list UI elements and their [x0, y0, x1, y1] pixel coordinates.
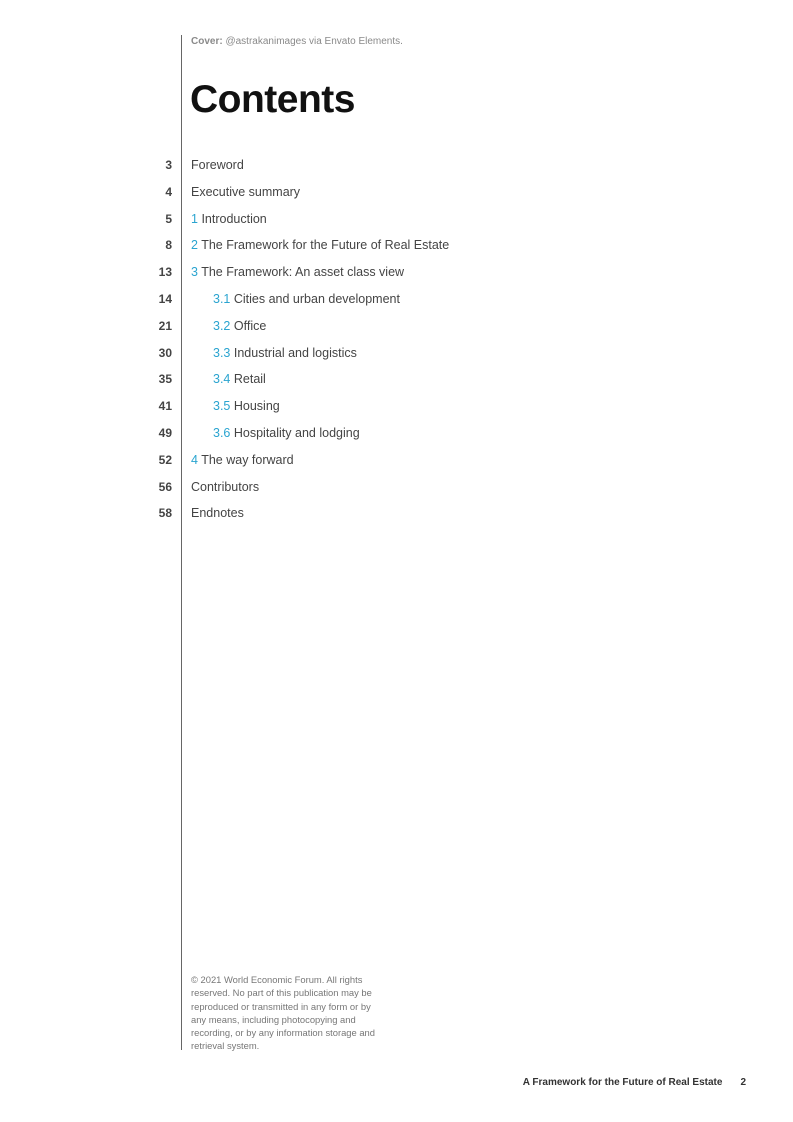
- toc-entry[interactable]: [0, 182, 793, 202]
- toc-entry-text: Foreword: [191, 158, 244, 172]
- toc-entry-label: [191, 182, 300, 202]
- footer-title: A Framework for the Future of Real Estate: [522, 1077, 723, 1088]
- page-title: Contents: [190, 78, 355, 121]
- toc-page-number: 30: [158, 345, 172, 360]
- toc-page-number: 4: [165, 184, 172, 199]
- toc-entry-label: [213, 423, 360, 443]
- toc-entry-label: [213, 343, 357, 363]
- page-footer: [523, 1077, 746, 1088]
- toc-page-number: 56: [158, 479, 172, 494]
- toc-entry-label: [191, 235, 449, 255]
- toc-entry[interactable]: [0, 503, 793, 523]
- toc-entry-text: Cities and urban development: [233, 292, 400, 306]
- toc-entry[interactable]: [0, 289, 793, 309]
- toc-entry-text: Industrial and logistics: [233, 345, 357, 360]
- toc-entry-label: [191, 450, 294, 470]
- toc-entry-label: [191, 477, 259, 497]
- toc-entry-label: [213, 289, 400, 309]
- toc-entry-text: Retail: [233, 372, 266, 387]
- toc-section-number: 3.3: [213, 345, 231, 360]
- toc-page-number: 21: [158, 318, 172, 333]
- toc-entry-text: Hospitality and lodging: [233, 426, 360, 440]
- toc-page-number: 52: [158, 452, 172, 467]
- toc-section-number: 3.1: [213, 292, 231, 306]
- toc-section-number: 2: [191, 238, 198, 253]
- toc-entry-text: Contributors: [191, 479, 260, 494]
- toc-entry[interactable]: [0, 477, 793, 497]
- copyright-notice: © 2021 World Economic Forum. All rights reserved. No part of this publication may be reproduced or transmitted in any form or by any means, including photocopying and recording, or by any information storage and retrieval system.: [191, 974, 375, 1052]
- toc-page-number: 49: [158, 426, 172, 440]
- toc-entry-text: The Framework for the Future of Real Estate: [201, 238, 450, 253]
- toc-entry[interactable]: [0, 235, 793, 255]
- toc-section-number: 3.6: [213, 426, 231, 440]
- toc-page-number: 41: [158, 399, 172, 414]
- toc-page-number: 58: [158, 506, 172, 521]
- toc-entry-text: Endnotes: [191, 506, 244, 521]
- toc-entry[interactable]: [0, 396, 793, 416]
- toc-entry[interactable]: [0, 423, 793, 443]
- toc-section-number: 3.2: [213, 318, 231, 333]
- cover-credit-text: @astrakanimages via Envato Elements.: [222, 36, 403, 47]
- toc-entry-label: [191, 262, 404, 282]
- cover-credit: [191, 36, 403, 47]
- footer-page-number: 2: [740, 1077, 746, 1088]
- toc-page-number: 14: [158, 292, 172, 306]
- toc-entry[interactable]: [0, 450, 793, 470]
- toc-entry[interactable]: [0, 316, 793, 336]
- toc-entry-text: Housing: [233, 399, 280, 414]
- toc-entry[interactable]: [0, 369, 793, 389]
- toc-entry-text: The way forward: [201, 452, 294, 467]
- cover-credit-label: Cover:: [191, 36, 223, 47]
- toc-entry-label: [191, 209, 267, 229]
- toc-entry-label: [213, 396, 280, 416]
- toc-entry-label: [191, 503, 244, 523]
- toc-page-number: 13: [158, 265, 172, 280]
- toc-section-number: 1: [191, 211, 198, 226]
- toc-entry-label: [213, 316, 266, 336]
- toc-entry[interactable]: [0, 209, 793, 229]
- toc-entry-text: Executive summary: [191, 184, 301, 199]
- toc-section-number: 3.5: [213, 399, 231, 414]
- toc-entry[interactable]: [0, 262, 793, 282]
- toc-section-number: 3: [191, 265, 198, 280]
- toc-section-number: 4: [191, 452, 198, 467]
- toc-entry-text: Office: [233, 318, 267, 333]
- toc-page-number: 35: [158, 372, 172, 387]
- toc-page-number: 5: [165, 211, 172, 226]
- toc-entry[interactable]: [0, 155, 793, 175]
- toc-page-number: 3: [165, 158, 172, 172]
- toc-page-number: 8: [165, 238, 172, 253]
- toc-entry-label: [213, 369, 266, 389]
- toc-section-number: 3.4: [213, 372, 231, 387]
- toc-entry-label: [191, 155, 244, 175]
- toc-entry-text: Introduction: [201, 211, 267, 226]
- toc-entry-text: The Framework: An asset class view: [201, 265, 405, 280]
- toc-entry[interactable]: [0, 343, 793, 363]
